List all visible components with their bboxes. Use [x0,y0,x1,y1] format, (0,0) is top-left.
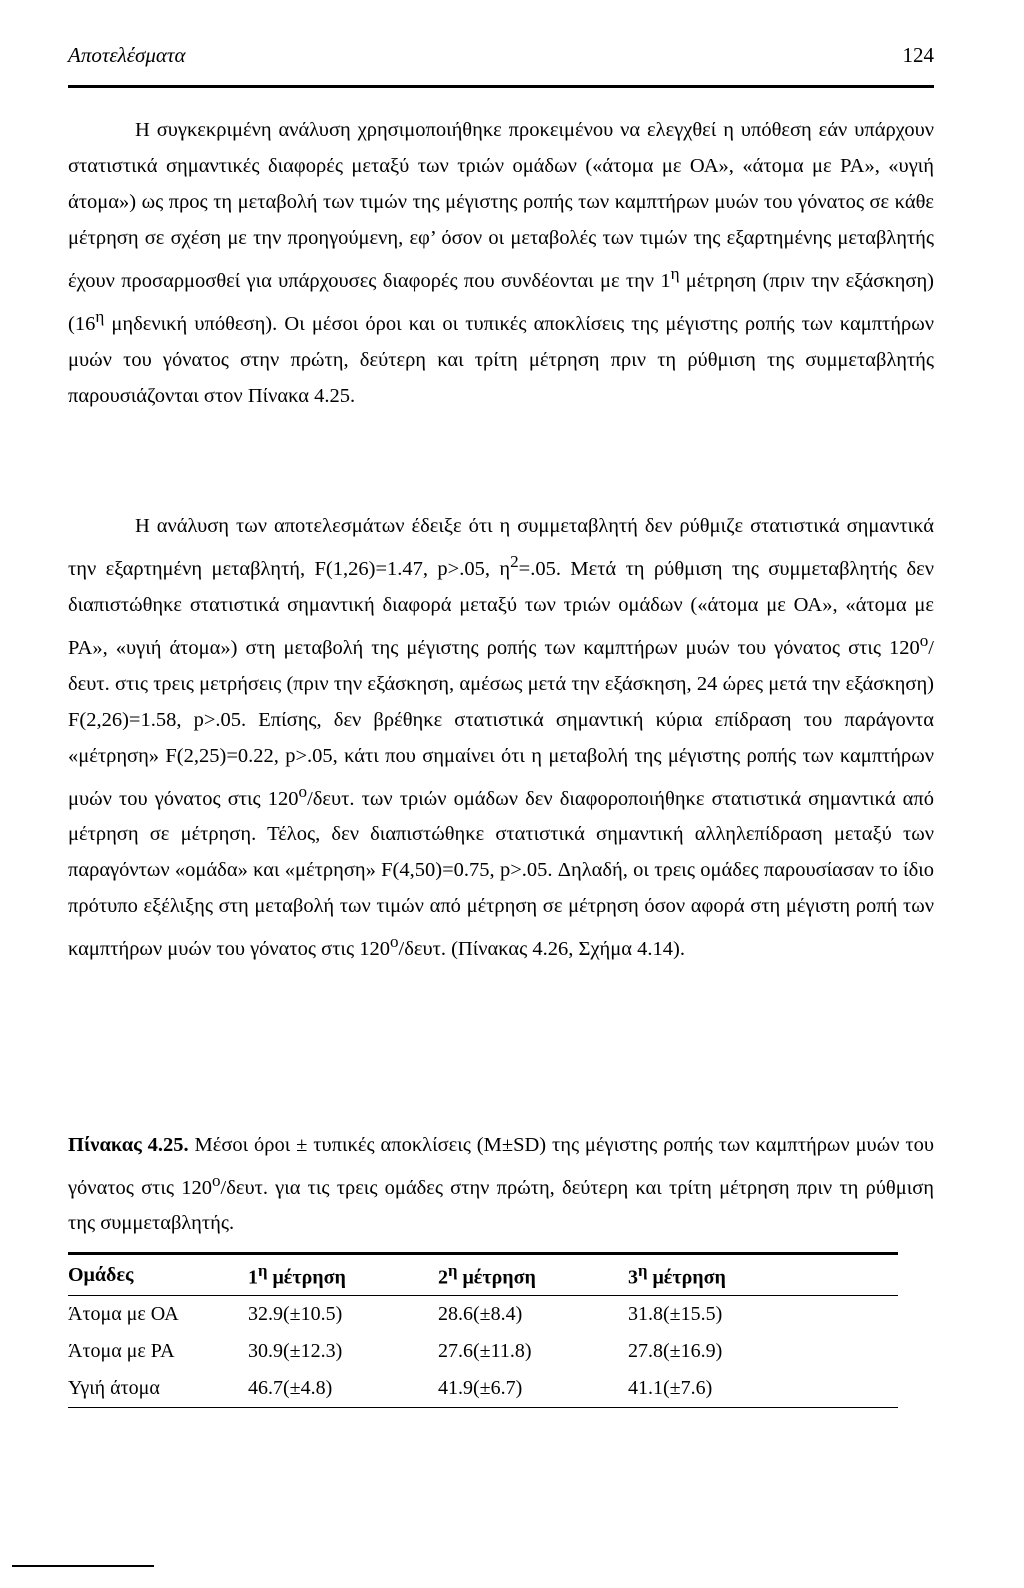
table-row [68,1296,898,1334]
column-header-groups: Ομάδες [68,1263,134,1286]
superscript: ο [211,1170,221,1190]
text: /δευτ. των τριών ομάδων δεν διαφοροποιήθηκε στατιστικά σημαντικά από μέτρηση σε μέτρηση. Τέλος, δεν διαπιστώθηκε στατιστικά σημαντική αλληλεπίδραση μεταξύ των παραγόντων «ομάδα» και «μέτρηση» F(4,50)=0.75, p>.05. Δηλαδή, οι τρεις ομάδες παρουσίασαν το ίδιο πρότυπο εξέλιξης στη μεταβολή των τιμών από μέτρηση σε μέτρηση όσον αφορά στη μέγιστη ροπή των καμπτήρων μυών του γόνατος στις 120 [68,787,934,961]
superscript: ο [298,781,308,801]
column-header-measurement-1: $1^\eta$ μέτρηση [248,1260,346,1289]
column-header-measurement-2: $2^\eta$ μέτρηση [438,1260,536,1289]
table-header-row [68,1254,898,1296]
text: =.05. Μετά τη ρύθμιση της συμμεταβλητής δεν διαπιστώθηκε στατιστικά σημαντική διαφορά μεταξύ των τριών ομάδων («άτομα με ΟΑ», «άτομα με ΡΑ», «υγιή άτομα») στη μεταβολή της μέγιστης ροπής των καμπτήρων μυών του γόνατος στις 120 [68,557,934,659]
table-row [68,1370,898,1408]
text: Μέσοι όροι ± τυπικές αποκλίσεις (M±SD) της μέγιστης ροπής των καμπτήρων μυών του γόνατος στις 120 [68,1133,934,1199]
text: /δευτ. στις τρεις μετρήσεις (πριν την εξάσκηση, αμέσως μετά την εξάσκηση, 24 ώρες μετά την εξάσκηση) F(2,26)=1.58, p>.05. Επίσης, δεν βρέθηκε στατιστικά σημαντική κύρια επίδραση του παράγοντα «μέτρηση» F(2,25)=0.22, p>.05, κάτι που σημαίνει ότι η μεταβολή της μέγιστης ροπής των καμπτήρων μυών του γόνατος στις 120 [68,636,934,810]
paragraph-hypothesis [68,112,934,414]
table-cell: 27.8(±16.9) [628,1340,723,1362]
text: /δευτ. για τις τρεις ομάδες στην πρώτη, δεύτερη και τρίτη μέτρηση πριν τη ρύθμιση της συμμεταβλητής. [68,1176,934,1235]
table-cell: 46.7(±4.8) [248,1377,333,1399]
superscript: 2 [510,552,519,571]
page-number: 124 [902,43,934,67]
running-title: Αποτελέσματα [68,43,186,67]
table-cell: 31.8(±15.5) [628,1303,723,1325]
table-cell: Άτομα με ΟΑ [68,1303,179,1325]
table-caption-label: Πίνακας 4.25. [68,1133,189,1156]
table-caption [68,1127,934,1242]
table-row [68,1333,898,1370]
results-table [68,1252,898,1408]
table-cell: 30.9(±12.3) [248,1340,343,1362]
table-cell: 32.9(±10.5) [248,1303,343,1325]
superscript: η [670,264,680,283]
page-header [68,36,934,76]
table-cell: 27.6(±11.8) [438,1340,532,1362]
results-table-wrapper [68,1252,898,1408]
footnote-rule [12,1565,154,1567]
text: μηδενική υπόθεση). Οι μέσοι όροι και οι τυπικές αποκλίσεις της μέγιστης ροπής των καμπτήρων μυών του γόνατος στην πρώτη, δεύτερη και τρίτη μέτρηση πριν τη ρύθμιση της συμμεταβλητής παρουσιάζονται στον Πίνακα 4.25. [68,312,934,407]
table-cell: 28.6(±8.4) [438,1303,523,1325]
superscript: ο [919,630,929,650]
table-cell: 41.1(±7.6) [628,1377,713,1399]
table-cell: Άτομα με ΡΑ [68,1340,175,1362]
superscript: η [95,306,105,326]
paragraph-results [68,508,934,967]
text: /δευτ. (Πίνακας 4.26, Σχήμα 4.14). [398,938,685,961]
header-rule [68,85,934,88]
table-cell: Υγιή άτομα [68,1377,160,1399]
text: μέτρηση (πριν την εξάσκηση) (16 [68,269,934,335]
superscript: ο [389,932,399,952]
text: Η συγκεκριμένη ανάλυση χρησιμοποιήθηκε προκειμένου να ελεγχθεί η υπόθεση εάν υπάρχουν στατιστικά σημαντικές διαφορές μεταξύ των τριών ομάδων («άτομα με ΟΑ», «άτομα με ΡΑ», «υγιή άτομα») ως προς τη μεταβολή των τιμών της μέγιστης ροπής των καμπτήρων μυών του γόνατος σε κάθε μέτρηση σε σχέση με την προηγούμενη, εφ’ όσον οι μεταβολές των τιμών της εξαρτημένης μεταβλητής έχουν προσαρμοσθεί για υπάρχουσες διαφορές που συνδέονται με την 1 [68,119,934,292]
table-cell: 41.9(±6.7) [438,1377,523,1399]
text: Η ανάλυση των αποτελεσμάτων έδειξε ότι η συμμεταβλητή δεν ρύθμιζε στατιστικά σημαντικά την εξαρτημένη μεταβλητή, F(1,26)=1.47, p>.05, η [68,515,934,580]
column-header-measurement-3: $3^\eta$ μέτρηση [628,1260,726,1289]
